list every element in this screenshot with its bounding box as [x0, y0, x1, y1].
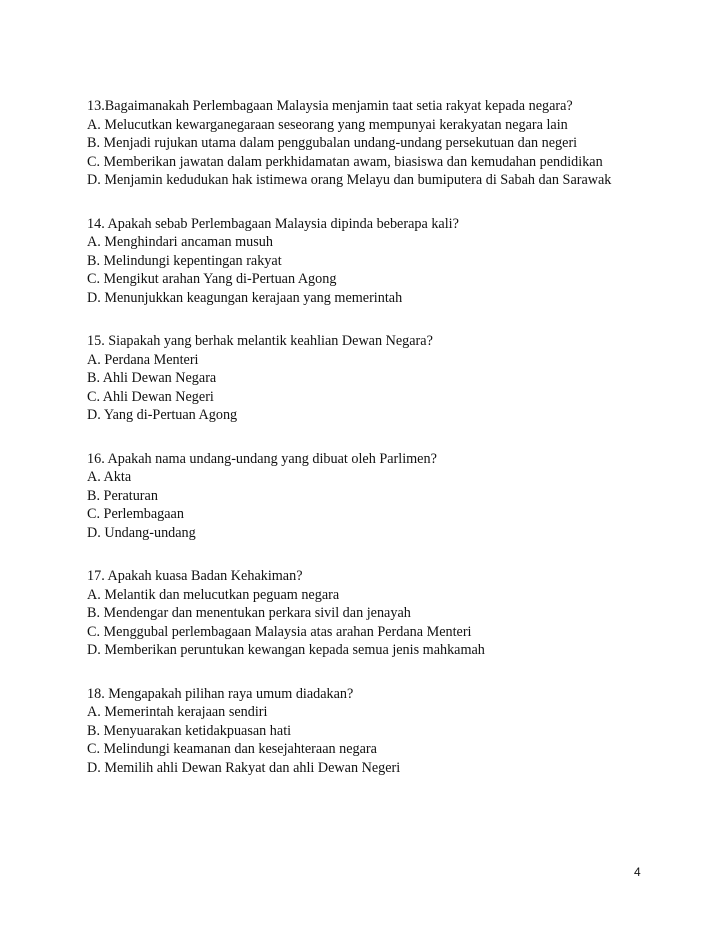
option-b: B. Mendengar dan menentukan perkara sivil dan jenayah	[87, 605, 411, 621]
option-a: A. Melantik dan melucutkan peguam negara	[87, 586, 340, 603]
question-text: 14. Apakah sebab Perlembagaan Malaysia dipinda beberapa kali?	[87, 215, 459, 232]
option-d: D. Undang-undang	[87, 524, 196, 541]
option-d: D. Memberikan peruntukan kewangan kepada semua jenis mahkamah	[87, 642, 485, 658]
option-d: D. Menunjukkan keagungan kerajaan yang memerintah	[87, 289, 403, 306]
option-a: A. Menghindari ancaman musuh	[87, 234, 273, 250]
question-15	[87, 332, 687, 425]
option-b: B. Peraturan	[87, 487, 158, 504]
page-number: 4	[634, 865, 641, 879]
question-text: 17. Apakah kuasa Badan Kehakiman?	[87, 568, 303, 584]
question-14	[87, 215, 687, 308]
option-d: D. Menjamin kedudukan hak istimewa orang Melayu dan bumiputera di Sabah dan Sarawak	[87, 172, 612, 188]
option-c: C. Mengikut arahan Yang di-Pertuan Agong	[87, 271, 337, 287]
option-c: C. Ahli Dewan Negeri	[87, 388, 214, 405]
option-b: B. Menyuarakan ketidakpuasan hati	[87, 722, 292, 739]
question-text: 13.Bagaimanakah Perlembagaan Malaysia menjamin taat setia rakyat kepada negara?	[87, 98, 573, 114]
question-16	[87, 450, 687, 543]
option-b: B. Melindungi kepentingan rakyat	[87, 252, 282, 269]
question-text: 15. Siapakah yang berhak melantik keahlian Dewan Negara?	[87, 333, 433, 349]
option-b: B. Menjadi rujukan utama dalam penggubalan undang-undang persekutuan dan negeri	[87, 135, 578, 151]
option-d: D. Memilih ahli Dewan Rakyat dan ahli Dewan Negeri	[87, 759, 401, 776]
question-17	[87, 567, 687, 660]
question-text: 16. Apakah nama undang-undang yang dibuat oleh Parlimen?	[87, 450, 437, 467]
option-a: A. Memerintah kerajaan sendiri	[87, 704, 268, 720]
option-a: A. Akta	[87, 469, 132, 485]
question-13	[87, 97, 687, 190]
question-list	[87, 97, 687, 802]
option-b: B. Ahli Dewan Negara	[87, 370, 217, 386]
option-c: C. Menggubal perlembagaan Malaysia atas arahan Perdana Menteri	[87, 623, 472, 640]
question-text: 18. Mengapakah pilihan raya umum diadakan?	[87, 685, 354, 702]
option-c: C. Perlembagaan	[87, 506, 184, 522]
option-a: A. Perdana Menteri	[87, 351, 199, 368]
option-c: C. Melindungi keamanan dan kesejahteraan negara	[87, 741, 377, 757]
option-c: C. Memberikan jawatan dalam perkhidamatan awam, biasiswa dan kemudahan pendidikan	[87, 153, 603, 170]
option-d: D. Yang di-Pertuan Agong	[87, 407, 238, 423]
option-a: A. Melucutkan kewarganegaraan seseorang yang mempunyai kerakyatan negara lain	[87, 116, 568, 133]
question-18	[87, 685, 687, 778]
